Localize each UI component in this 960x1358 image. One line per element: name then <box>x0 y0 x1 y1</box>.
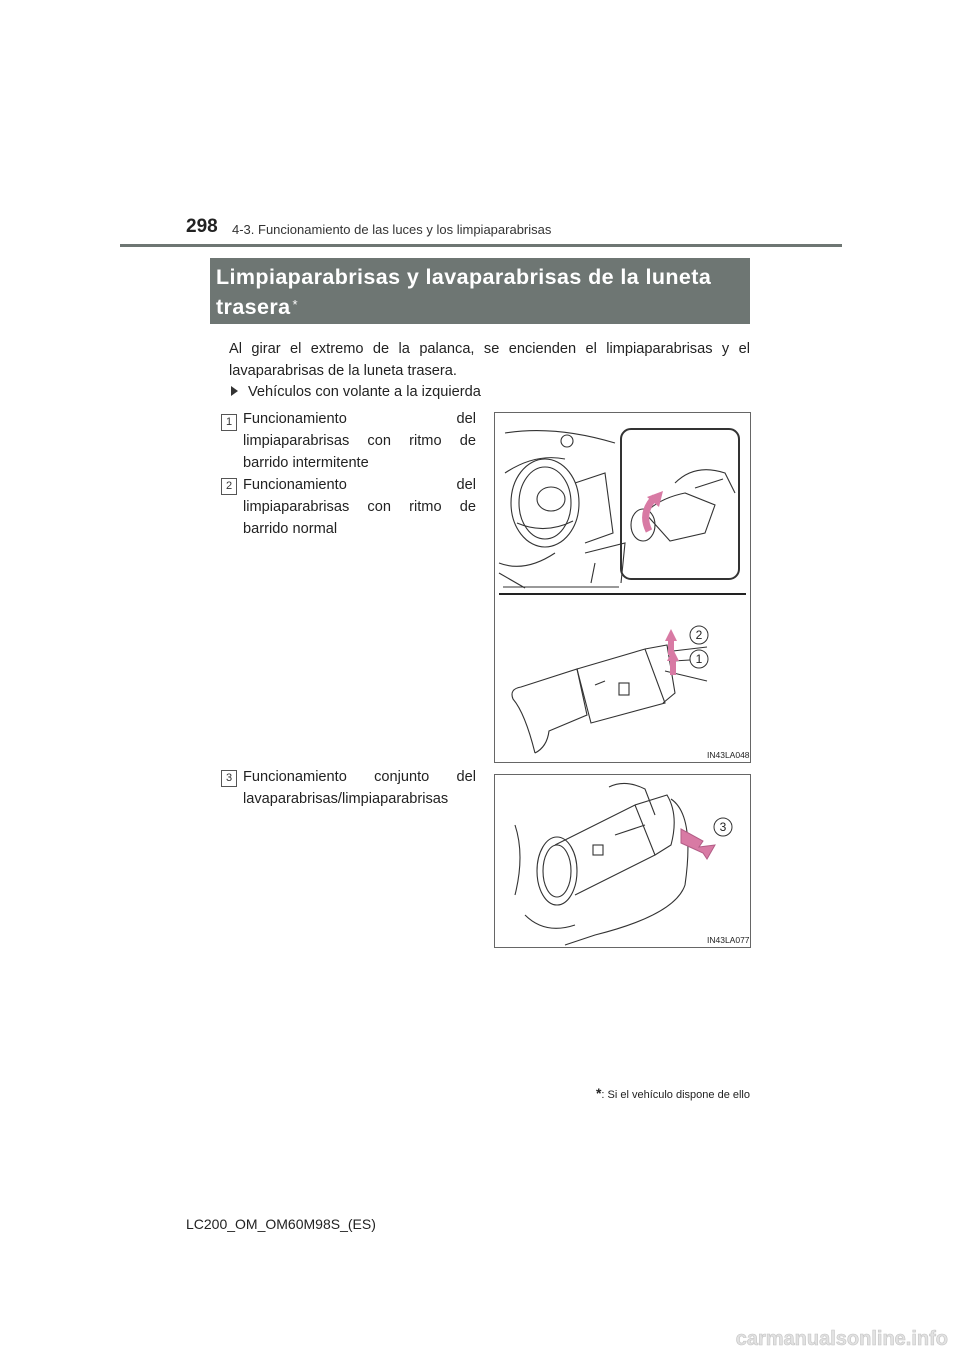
figure-callout: 1 <box>695 652 703 666</box>
triangle-bullet-icon <box>231 386 238 396</box>
figure-callout: 2 <box>695 628 703 642</box>
item-text: Funcionamiento del limpiaparabrisas con ritmo de barrido normal <box>243 477 476 537</box>
item-number: 2 <box>221 478 237 495</box>
item-number: 3 <box>221 770 237 787</box>
figure-code: IN43LA048 <box>707 750 750 760</box>
subheading-text: Vehículos con volante a la izquierda <box>248 384 481 400</box>
item-text: Funcionamiento conjunto del lavaparabrisas/limpiaparabrisas <box>243 769 476 807</box>
intro-paragraph: Al girar el extremo de la palanca, se encienden el limpiaparabrisas y el lavaparabrisas de la luneta trasera. <box>229 341 750 379</box>
subheading <box>231 384 481 400</box>
chapter-heading: 4-3. Funcionamiento de las luces y los limpiaparabrisas <box>232 222 552 237</box>
watermark-logo <box>630 1326 950 1350</box>
title-asterisk: * <box>292 297 298 312</box>
figure-callout: 3 <box>719 820 727 834</box>
figure-code: IN43LA077 <box>707 935 750 945</box>
footnote-text: : Si el vehículo dispone de ello <box>601 1089 750 1101</box>
wiper-lever-illustration <box>495 413 750 762</box>
item-number: 1 <box>221 414 237 431</box>
item-text: Funcionamiento del limpiaparabrisas con ritmo de barrido intermitente <box>243 411 476 471</box>
doc-code: LC200_OM_OM60M98S_(ES) <box>186 1216 376 1232</box>
section-title <box>216 262 748 322</box>
header-rule <box>120 244 842 247</box>
figure-wiper-lever <box>494 412 751 763</box>
figure-washer-lever <box>494 774 751 948</box>
page-number: 298 <box>186 216 218 237</box>
footnote <box>574 1085 750 1101</box>
footnote-asterisk: * <box>595 1085 602 1101</box>
watermark-text: carmanualsonline.info <box>735 1328 948 1350</box>
section-title-text: Limpiaparabrisas y lavaparabrisas de la luneta trasera <box>216 265 712 319</box>
washer-lever-illustration <box>495 775 750 947</box>
